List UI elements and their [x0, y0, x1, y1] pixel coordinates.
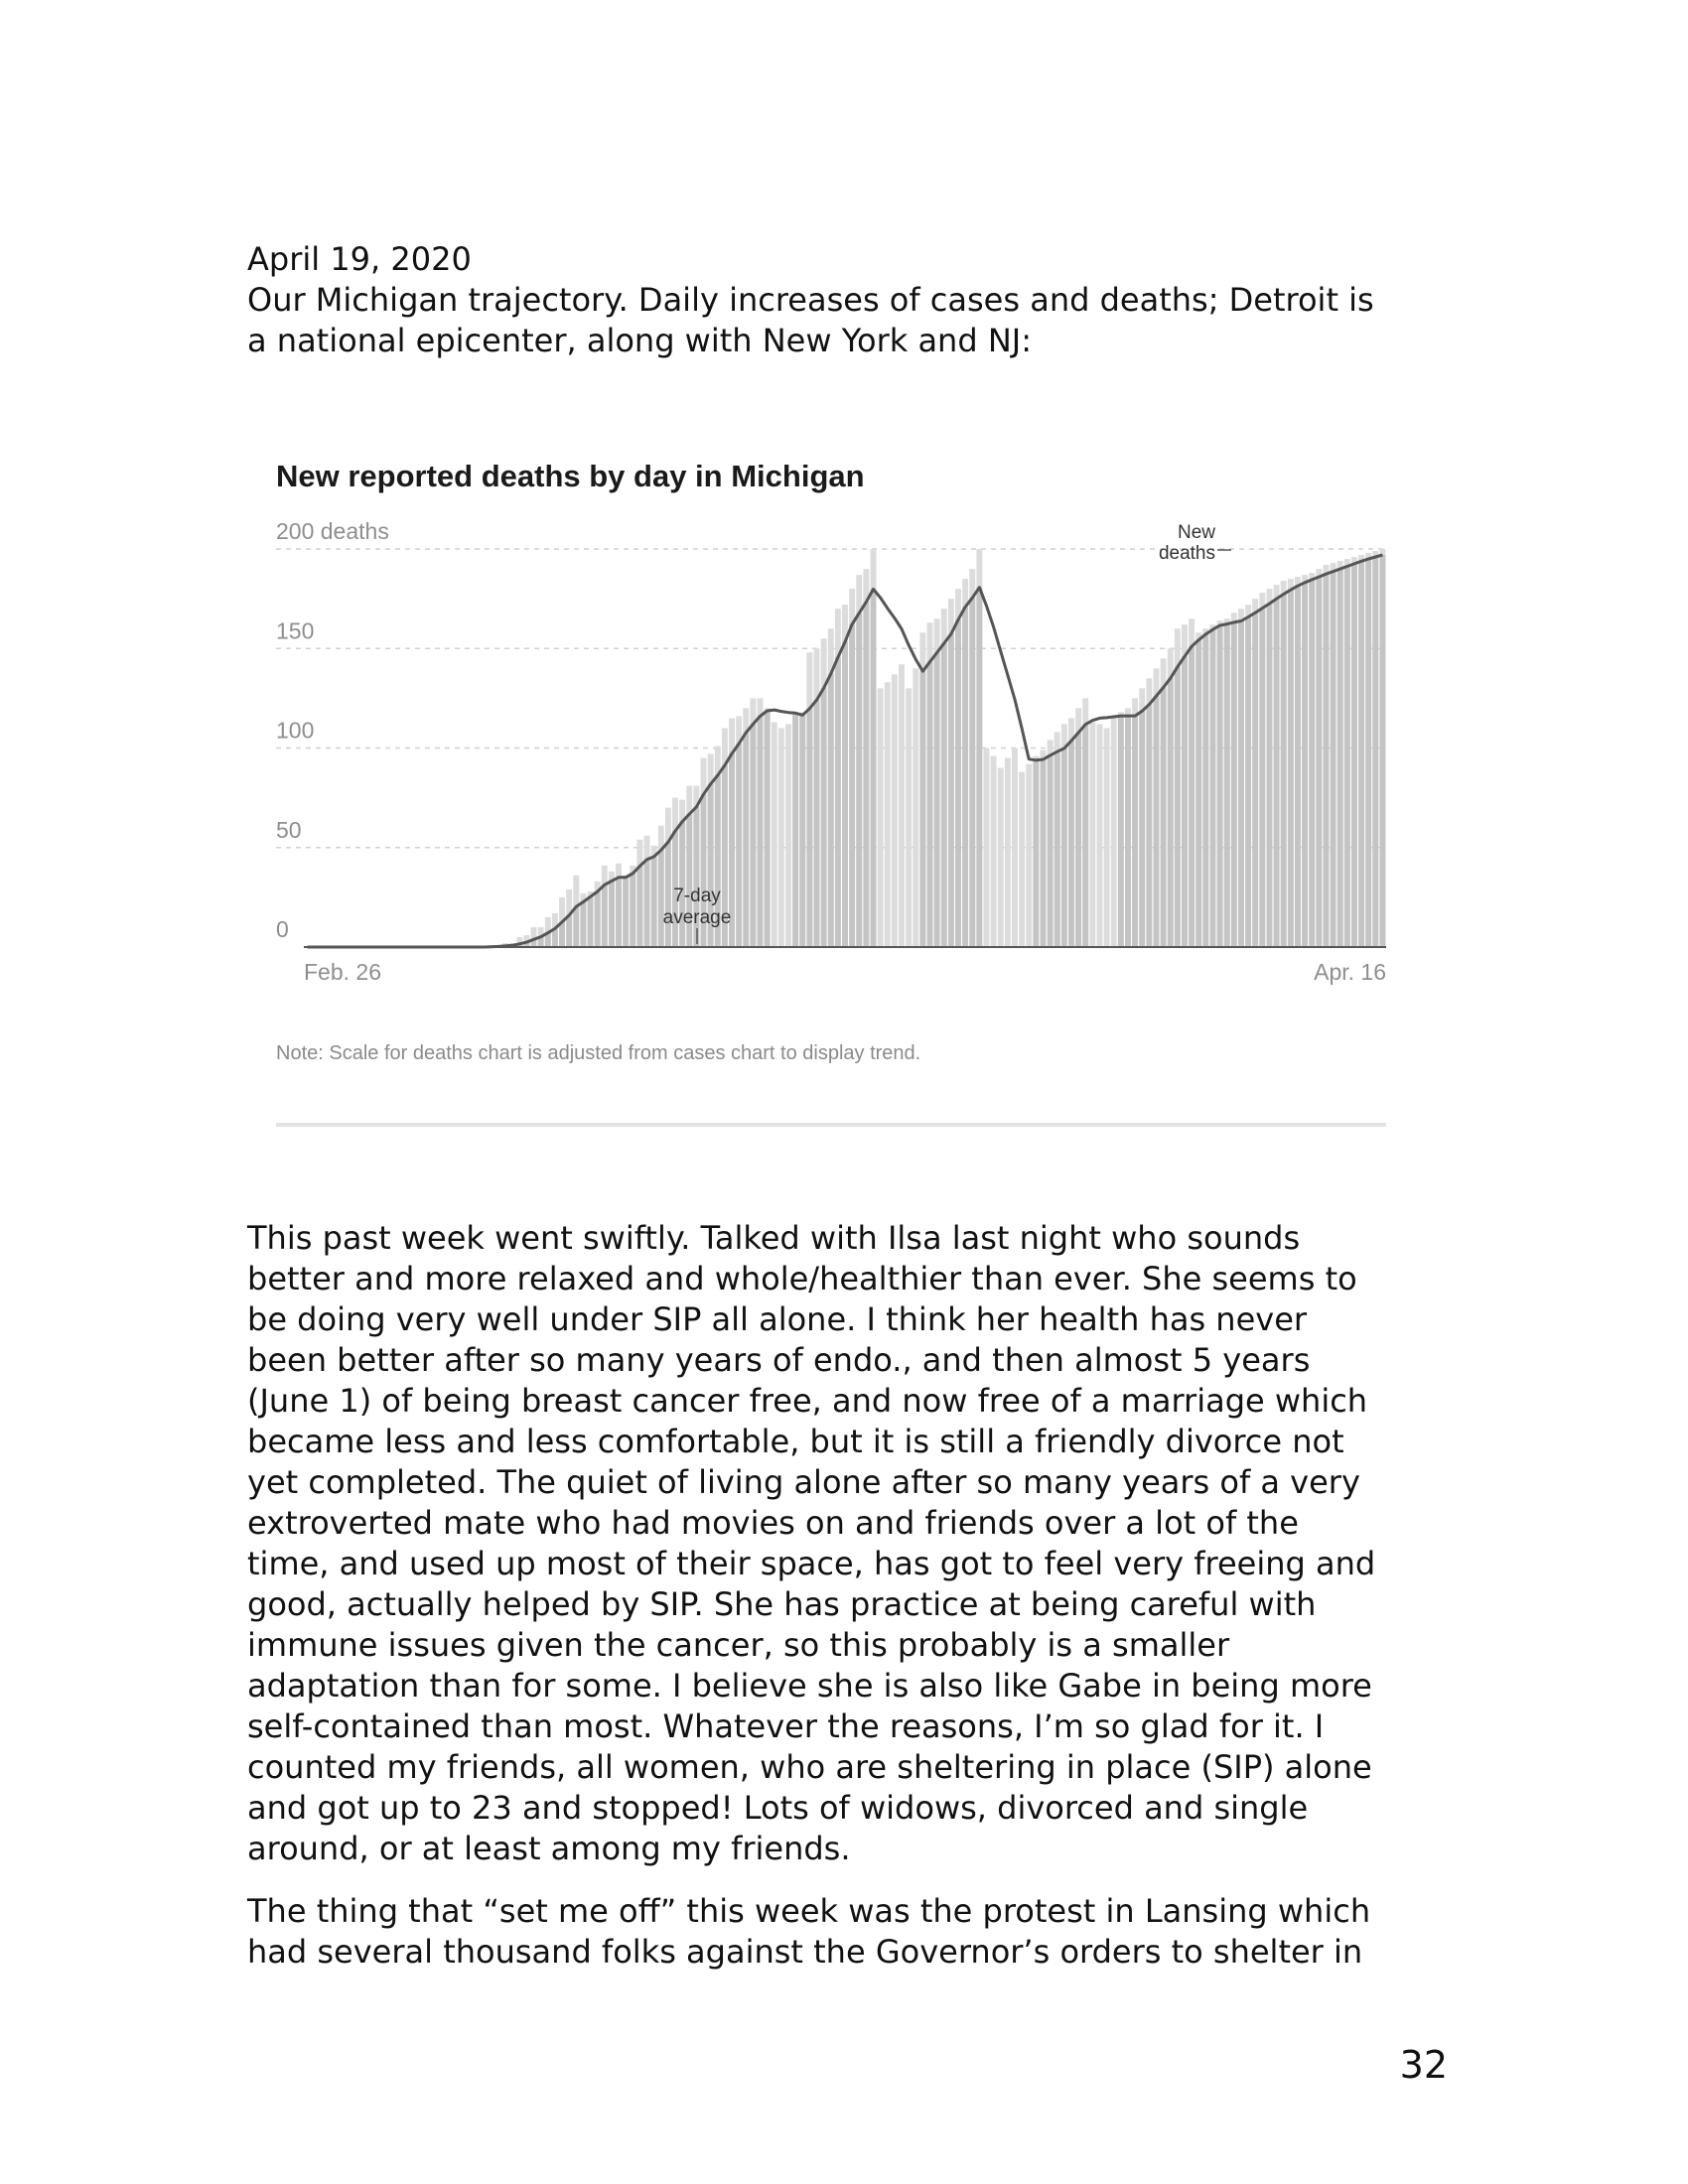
- bar-new-deaths: [991, 756, 997, 947]
- bar-new-deaths: [913, 668, 918, 947]
- y-tick-label: 100: [276, 717, 315, 744]
- bar-average-fill: [679, 822, 685, 947]
- bar-average-fill: [1323, 574, 1329, 947]
- bar-average-fill: [1125, 716, 1131, 947]
- bar-average-fill: [1331, 572, 1336, 947]
- y-tick-label: 200 deaths: [276, 518, 389, 544]
- deaths-chart: [270, 452, 1402, 1147]
- bar-new-deaths: [1097, 724, 1103, 947]
- bar-average-fill: [658, 850, 664, 947]
- entry-header: [247, 239, 1459, 361]
- bar-average-fill: [1055, 751, 1060, 947]
- bar-average-fill: [602, 885, 608, 947]
- bar-new-deaths: [878, 688, 884, 947]
- deaths-chart-svg: [270, 452, 1402, 1147]
- y-tick-label: 150: [276, 617, 315, 644]
- bar-average-fill: [1202, 634, 1208, 947]
- bar-average-fill: [1365, 559, 1371, 947]
- bar-average-fill: [1316, 577, 1322, 947]
- bar-new-deaths: [906, 688, 912, 947]
- page-number: 32: [1399, 2043, 1448, 2087]
- chart-note: Note: Scale for deaths chart is adjusted from cases chart to display trend.: [276, 1042, 921, 1064]
- bar-new-deaths: [772, 722, 777, 947]
- body-paragraph-2: The thing that “set me off” this week was the protest in Lansing which had several thousand folks against the Governor’s orders to shelter in: [247, 1892, 1371, 1971]
- annotation-average: average: [662, 907, 732, 928]
- bar-average-fill: [799, 715, 805, 947]
- bar-average-fill: [927, 662, 933, 947]
- bar-average-fill: [792, 713, 798, 947]
- bar-average-fill: [1033, 760, 1039, 947]
- bar-average-fill: [1344, 566, 1350, 947]
- bar-average-fill: [665, 842, 671, 947]
- bar-average-fill: [934, 653, 940, 947]
- bar-average-fill: [644, 860, 650, 947]
- bar-average-fill: [1175, 667, 1181, 947]
- bar-average-fill: [806, 709, 812, 947]
- chart-y-tick-labels: [276, 518, 389, 942]
- bar-average-fill: [1379, 555, 1385, 947]
- bar-average-fill: [1182, 656, 1188, 947]
- bar-average-fill: [1372, 557, 1378, 947]
- bar-average-fill: [609, 882, 615, 947]
- x-tick-start: Feb. 26: [304, 959, 381, 985]
- bar-average-fill: [1146, 705, 1152, 947]
- bar-average-fill: [1358, 561, 1364, 947]
- bar-new-deaths: [885, 682, 891, 947]
- bar-average-fill: [821, 688, 827, 947]
- bar-average-fill: [1061, 749, 1067, 947]
- bar-average-fill: [566, 915, 572, 947]
- bar-average-fill: [828, 674, 834, 947]
- bar-average-fill: [1245, 616, 1251, 947]
- bar-average-fill: [588, 896, 594, 947]
- bar-new-deaths: [1104, 728, 1110, 947]
- bar-average-fill: [1288, 590, 1294, 947]
- body-paragraph-1: This past week went swiftly. Talked with Ilsa last night who sounds better and more relaxed and whole/healthier than ever. She seems to be doing very well under SIP all alone. I think her health has never been better after so many years of endo., and then almost 5 years (June 1) of being breast cancer free, and now free of a marriage which became less and less comfortable, but it is still a friendly divorce not yet completed. The quiet of living alone after so many years of a very extroverted mate who had movies on and friends over a lot of the time, and used up most of their space, has got to feel very freeing and good, actually helped by SIP. She has practice at being careful with immune issues given the cancer, so this probably is a smaller adaptation than for some. I believe she is also like Gabe in being more self-contained than most. Whatever the reasons, I’m so glad for it. I counted my friends, all women, who are sheltering in place (SIP) alone and got up to 23 and stopped! Lots of widows, divorced and single around, or at least among my friends.: [247, 1219, 1376, 1867]
- x-tick-end: Apr. 16: [1314, 959, 1386, 985]
- bar-average-fill: [1048, 755, 1054, 947]
- bar-average-fill: [1224, 624, 1230, 947]
- bar-average-fill: [651, 857, 657, 947]
- bar-average-fill: [580, 901, 586, 947]
- y-tick-label: 50: [276, 816, 302, 843]
- bar-new-deaths: [785, 724, 791, 947]
- bar-average-fill: [1161, 687, 1167, 947]
- bar-average-fill: [976, 588, 982, 947]
- bar-average-fill: [765, 711, 771, 947]
- bar-average-fill: [1139, 711, 1145, 947]
- bar-average-fill: [1351, 564, 1357, 947]
- annotation-new: New: [1177, 522, 1215, 543]
- bar-average-fill: [969, 598, 975, 947]
- bar-new-deaths: [998, 768, 1004, 947]
- bar-average-fill: [758, 716, 764, 947]
- bar-average-fill: [743, 733, 749, 947]
- bar-average-fill: [849, 624, 855, 947]
- bar-average-fill: [863, 602, 869, 947]
- bar-average-fill: [1252, 613, 1258, 947]
- bar-new-deaths: [1019, 772, 1025, 947]
- bar-new-deaths: [1026, 764, 1032, 947]
- bar-average-fill: [962, 607, 968, 947]
- bar-new-deaths: [1005, 758, 1011, 947]
- bar-average-fill: [1209, 629, 1215, 947]
- annotation-deaths: deaths: [1158, 543, 1215, 564]
- chart-title: New reported deaths by day in Michigan: [276, 459, 865, 493]
- bar-average-fill: [941, 643, 947, 947]
- bar-average-fill: [1118, 716, 1124, 947]
- entry-date: April 19, 2020: [247, 240, 472, 278]
- bar-average-fill: [630, 874, 635, 947]
- bar-average-fill: [1154, 696, 1160, 947]
- bar-average-fill: [948, 634, 954, 947]
- y-tick-label: 0: [276, 916, 289, 942]
- bar-average-fill: [636, 866, 642, 947]
- bar-average-fill: [1217, 625, 1223, 947]
- bar-new-deaths: [892, 674, 898, 947]
- bar-average-fill: [1281, 595, 1287, 947]
- bar-average-fill: [1189, 646, 1195, 947]
- bar-average-fill: [595, 891, 601, 947]
- bar-average-fill: [1295, 586, 1301, 947]
- bar-average-fill: [856, 614, 862, 947]
- bar-average-fill: [1302, 583, 1308, 947]
- bar-new-deaths: [899, 664, 905, 947]
- bar-average-fill: [1041, 759, 1047, 947]
- bar-average-fill: [1075, 733, 1081, 947]
- bar-average-fill: [1196, 640, 1201, 947]
- bar-new-deaths: [778, 728, 784, 947]
- entry-intro: Our Michigan trajectory. Daily increases of cases and deaths; Detroit is a national epicenter, along with New York and NJ:: [247, 281, 1374, 359]
- bar-average-fill: [573, 906, 579, 947]
- bar-new-deaths: [1111, 718, 1117, 947]
- bar-average-fill: [616, 878, 622, 947]
- bar-new-deaths: [984, 749, 990, 948]
- bar-average-fill: [1259, 609, 1265, 947]
- bar-average-fill: [1238, 620, 1244, 947]
- bar-average-fill: [623, 878, 629, 947]
- bar-average-fill: [1274, 599, 1280, 947]
- bar-average-fill: [1309, 580, 1315, 947]
- bar-new-deaths: [1089, 722, 1095, 947]
- bar-average-fill: [1082, 725, 1088, 947]
- bar-average-fill: [955, 619, 961, 947]
- annotation-7-day: 7-day: [673, 886, 721, 906]
- bar-average-fill: [736, 744, 742, 947]
- bar-average-fill: [814, 700, 820, 947]
- bar-average-fill: [1266, 604, 1272, 947]
- bar-average-fill: [1231, 622, 1237, 947]
- bar-average-fill: [750, 724, 756, 947]
- bar-average-fill: [871, 589, 877, 947]
- bar-average-fill: [1068, 741, 1074, 947]
- bar-new-deaths: [1012, 749, 1018, 948]
- bar-average-fill: [842, 642, 848, 947]
- bar-average-fill: [919, 671, 925, 947]
- bar-average-fill: [1132, 716, 1138, 947]
- bar-average-fill: [1168, 678, 1174, 947]
- bar-average-fill: [835, 657, 841, 947]
- bar-average-fill: [1337, 569, 1343, 947]
